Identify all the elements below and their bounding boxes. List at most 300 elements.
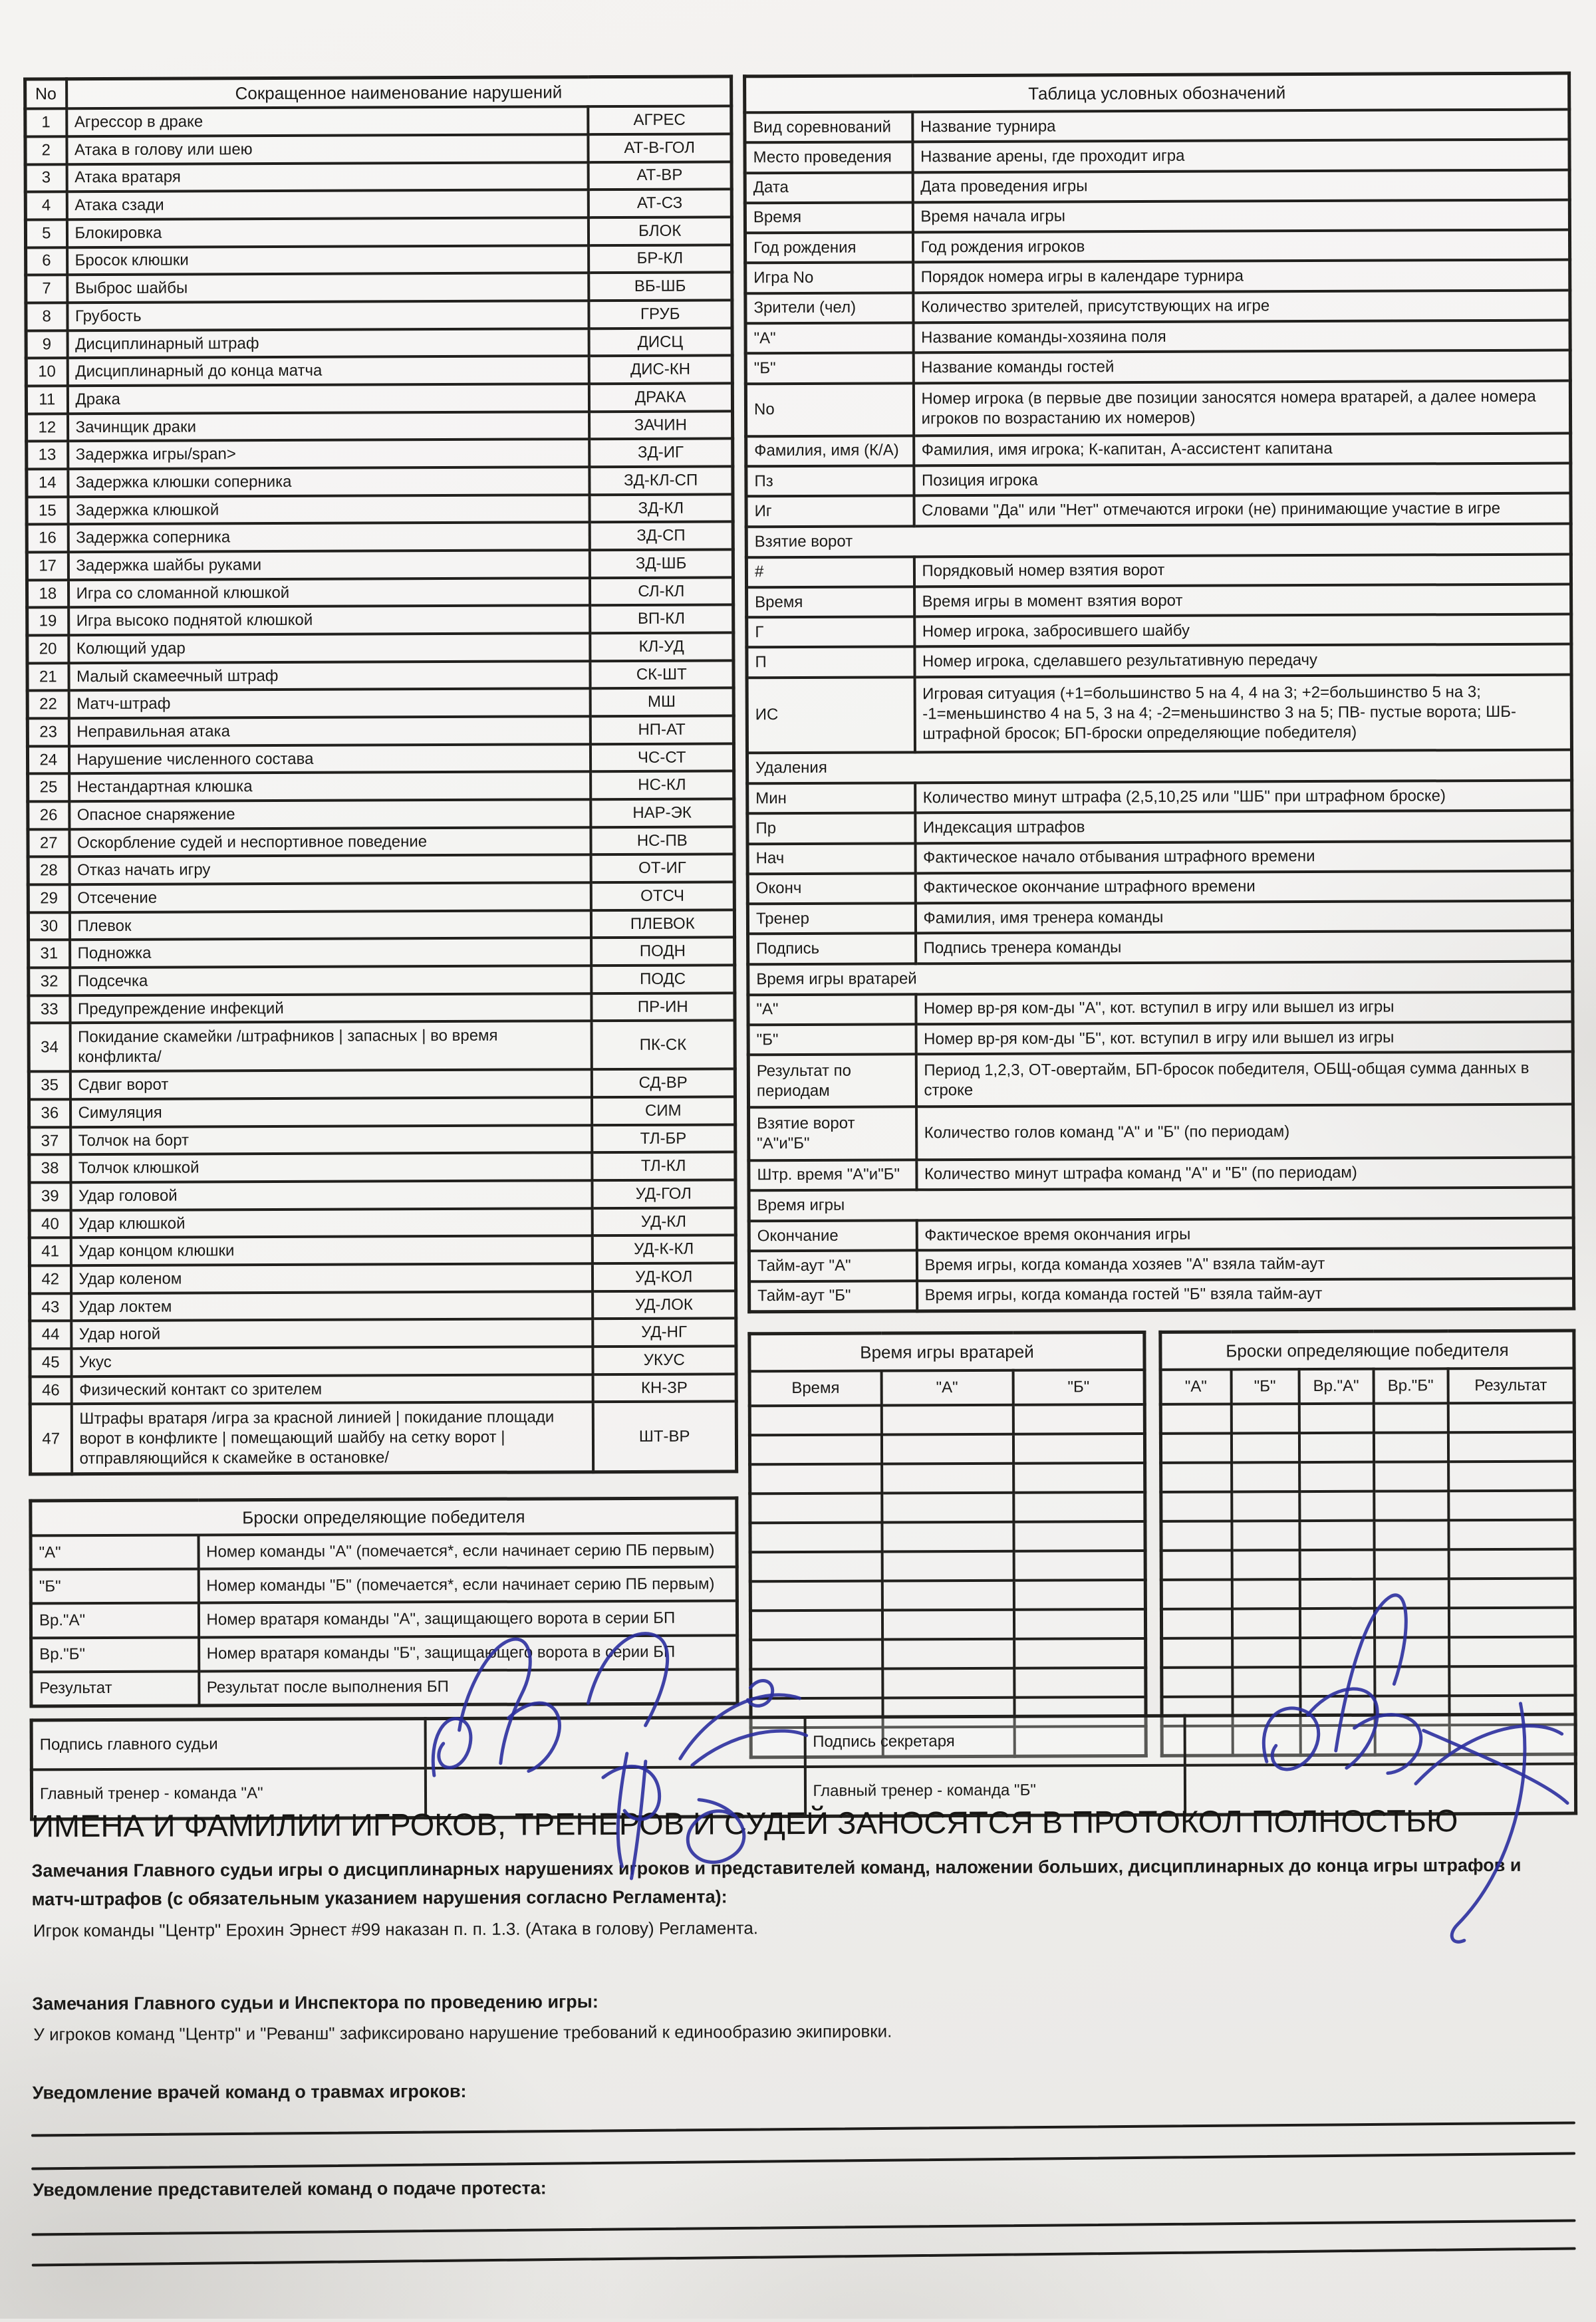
violation-row [28,910,734,940]
grid-empty-cell [1299,1433,1373,1462]
grid-empty-cell [1299,1521,1374,1550]
violation-no: 14 [27,469,68,497]
grid-empty-cell [751,1640,882,1670]
grid-empty-cell [750,1523,882,1553]
grid-empty-row [1161,1579,1575,1609]
grid-empty-cell [1299,1609,1374,1638]
grid-empty-cell [1231,1404,1299,1433]
signature-label: Главный тренер - команда "Б" [805,1765,1184,1817]
violation-abbr: УД-КОЛ [592,1263,735,1291]
grid-empty-cell [1161,1551,1232,1580]
violation-abbr: НС-ПВ [591,827,734,855]
violation-abbr: ОТ-ИГ [591,854,734,883]
legend-term: Время [745,202,912,233]
violation-no: 39 [29,1182,70,1210]
violation-abbr: ПОДН [591,938,735,966]
legend-term: ИС [747,677,914,753]
grid-empty-cell [1013,1463,1145,1493]
violation-no: 45 [30,1349,71,1376]
violation-abbr: ГРУБ [589,300,732,328]
violation-name: Атака в голову или шею [66,134,588,164]
violation-no: 15 [27,497,68,525]
violation-row [27,522,733,553]
grid-empty-row [1161,1520,1575,1551]
violations-no-header: No [25,79,66,109]
shootout-legend-desc: Номер вратаря команды "А", защищающего ворота в серии БП [198,1601,737,1637]
violation-name: Отказ начать игру [69,855,591,885]
violation-row [26,383,732,414]
violation-row [28,771,734,802]
grid-empty-cell [1232,1462,1299,1491]
legend-row [745,199,1569,233]
inspector-remarks-label: Замечания Главного судьи и Инспектора по проведению игры: [32,1992,598,2014]
grid-empty-cell [1448,1520,1575,1550]
violation-abbr: ПР-ИН [591,993,735,1021]
violation-row [29,938,735,968]
violation-abbr: УД-НГ [593,1319,736,1347]
legend-desc: Название турнира [912,110,1569,142]
violations-table-body [25,76,737,1474]
violation-abbr: ПК-СК [591,1021,735,1070]
legend-row [746,433,1571,466]
goalie-grid-body [749,1333,1146,1757]
violation-no: 9 [26,330,67,358]
violation-row [27,494,733,525]
violation-row [28,827,734,857]
violation-name: Малый скамеечный штраф [68,661,590,691]
legend-row [747,780,1572,813]
violation-name: Подножка [70,938,591,968]
shootout-legend-term: Результат [31,1671,199,1706]
violation-name: Опасное снаряжение [69,799,591,829]
violation-no: 42 [29,1265,70,1293]
legend-row [748,1021,1573,1055]
violation-name: Драка [67,384,589,414]
violation-row [29,1124,735,1155]
legend-table [743,72,1575,1314]
legend-row [745,380,1570,436]
violation-row [27,577,733,608]
violation-no: 11 [26,386,67,414]
grid-empty-cell [881,1405,1013,1435]
violation-name: Блокировка [66,217,588,247]
violation-no: 31 [29,940,70,968]
legend-desc: Фамилия, имя игрока; К-капитан, А-ассистент капитана [914,433,1571,465]
violation-name: Задержка клюшки соперника [68,467,589,497]
violation-name: Оскорбление судей и неспортивное поведение [69,827,591,857]
violation-row [30,1319,736,1349]
violation-abbr: ЧС-СТ [590,743,733,772]
grid-empty-cell [881,1434,1013,1464]
grid-empty-cell [1449,1637,1575,1667]
violation-row [29,1235,735,1266]
legend-desc: Время игры в момент взятия ворот [914,584,1571,616]
grid-empty-cell [1299,1462,1374,1491]
violation-abbr: БР-КЛ [589,245,732,273]
violation-name: Удар коленом [70,1263,592,1293]
violation-abbr: ЗД-ШБ [589,549,733,578]
grid-header-row [1160,1368,1574,1404]
violation-abbr: ДРАКА [589,383,732,412]
grid-empty-cell [882,1668,1014,1698]
blank-line [31,2152,1575,2170]
legend-row [748,1052,1573,1108]
legend-row [749,1104,1573,1160]
violation-no: 28 [28,857,69,885]
legend-term: "Б" [748,1024,916,1055]
grid-empty-cell [1160,1404,1231,1434]
violation-name: Сдвиг ворот [70,1070,591,1100]
grid-empty-row [750,1492,1145,1523]
violation-row [26,300,732,330]
violation-no: 16 [27,525,68,553]
violation-abbr: ВП-КЛ [590,605,733,634]
legend-term: П [747,647,914,678]
violation-row [28,799,734,829]
grid-empty-row [751,1668,1146,1698]
violation-row [30,1374,736,1404]
legend-row [745,321,1570,354]
legend-table-title: Таблица условных обозначений [745,73,1569,112]
grid-empty-cell [1375,1666,1449,1696]
legend-table-body [745,73,1574,1312]
violation-name: Толчок клюшкой [70,1153,592,1183]
violation-row [27,688,733,719]
violation-row [25,134,732,164]
shootout-grid-title: Броски определяющие победителя [1160,1331,1574,1370]
violation-name: Покидание скамейки /штрафников | запасных | во время конфликта/ [70,1021,591,1072]
shootout-legend-row [31,1635,737,1672]
grid-empty-cell [1013,1609,1145,1639]
grid-col-header: Вр."А" [1299,1369,1373,1404]
violation-name: Удар головой [70,1180,592,1210]
shootout-legend-title-row [31,1498,737,1536]
violation-name: Матч-штраф [68,689,590,719]
doctors-notice-label: Уведомление врачей команд о травмах игроков: [32,2081,467,2103]
violation-name: Игра высоко поднятой клюшкой [68,606,590,636]
violation-abbr: УД-ГОЛ [592,1180,735,1208]
legend-row [747,811,1572,844]
violation-row [29,993,735,1023]
violation-no: 34 [29,1023,70,1072]
violation-abbr: КЛ-УД [590,632,733,661]
shootout-legend-desc: Номер команды "А" (помечается*, если начинает серию ПБ первым) [198,1533,737,1569]
violation-no: 7 [26,275,67,303]
legend-row [746,463,1571,497]
blank-line [31,2121,1575,2136]
grid-empty-row [1162,1666,1575,1697]
violations-header-row [25,76,732,109]
legend-section-label: Взятие ворот [746,523,1571,557]
legend-term: No [745,383,913,436]
grid-empty-cell [1299,1491,1374,1521]
signature-row [31,1714,1575,1769]
legend-term: Зрители (чел) [745,293,913,323]
grid-empty-cell [882,1522,1013,1552]
grid-empty-row [751,1638,1146,1669]
violation-abbr: СЛ-КЛ [589,577,733,606]
shootout-legend-table [29,1496,739,1708]
goalie-grid-title: Время игры вратарей [749,1333,1144,1372]
grid-col-header: "Б" [1231,1369,1299,1404]
legend-desc: Номер игрока, забросившего шайбу [914,614,1571,647]
violation-abbr: КН-ЗР [593,1374,736,1402]
violation-row [26,245,732,275]
violation-name: Симуляция [70,1097,591,1127]
violation-abbr: ЗД-КЛ [589,494,733,523]
shootout-legend-term: Вр."А" [31,1603,198,1638]
grid-empty-cell [1374,1491,1448,1520]
violation-no: 5 [25,219,66,247]
legend-term: Взятие ворот "А"и"Б" [749,1107,916,1160]
grid-empty-cell [1299,1404,1373,1433]
signature-label: Подпись главного судьи [31,1719,425,1770]
violation-abbr: УД-К-КЛ [592,1235,735,1264]
violation-no: 3 [25,164,66,192]
violation-row [25,106,732,137]
violation-row [26,273,732,303]
grid-empty-cell [1013,1492,1145,1522]
grid-empty-cell [1448,1608,1575,1638]
legend-term: "Б" [745,353,913,384]
shootout-legend-desc: Результат после выполнения БП [199,1669,737,1706]
grid-empty-row [750,1580,1145,1611]
grid-empty-cell [1013,1521,1145,1551]
grid-empty-cell [1449,1666,1575,1696]
violation-abbr: ДИС-КН [589,356,732,384]
legend-desc: Время игры, когда команда хозяев "А" взяла тайм-аут [916,1248,1573,1281]
legend-desc: Словами "Да" или "Нет" отмечаются игроки (не) принимающие участие в игре [914,493,1571,526]
violation-row [29,1069,735,1100]
legend-term: Нач [747,843,915,874]
shootout-legend-term: "А" [31,1535,198,1569]
legend-row [745,350,1570,384]
violation-name: Грубость [67,301,589,330]
grid-empty-cell [1448,1462,1575,1491]
violation-abbr: УД-КЛ [592,1208,735,1236]
grid-empty-cell [1448,1579,1575,1609]
grid-empty-row [1161,1549,1575,1580]
violation-no: 38 [29,1155,70,1183]
violation-no: 13 [27,442,68,469]
violation-abbr: СК-ШТ [590,660,733,689]
grid-empty-cell [1013,1434,1144,1464]
signature-space [1184,1714,1575,1765]
violation-no: 36 [29,1099,70,1127]
violation-row [27,605,733,636]
violation-name: Укус [71,1347,593,1376]
legend-term: Иг [746,496,914,527]
grid-empty-cell [1232,1609,1299,1638]
legend-term: Пр [747,813,915,844]
violation-abbr: ОТСЧ [591,882,734,910]
violation-no: 10 [26,358,67,386]
legend-desc: Количество минут штрафа (2,5,10,25 или "ШБ" при штрафном броске) [915,780,1572,813]
shootout-legend-row [31,1567,737,1604]
violation-name: Задержка игры/span> [68,440,589,469]
grid-empty-cell [1013,1551,1145,1581]
legend-term: Вид соревнований [745,112,912,142]
violation-row [29,1096,735,1127]
grid-col-header: Результат [1448,1368,1574,1404]
grid-empty-cell [1013,1580,1145,1610]
grid-empty-cell [1299,1550,1374,1579]
legend-desc: Номер вр-ря ком-ды "Б", кот. вступил в игру или вышел из игры [916,1021,1573,1054]
violation-name: Игра со сломанной клюшкой [68,578,589,608]
violation-no: 37 [29,1127,70,1155]
violation-row [27,439,733,469]
violation-row [27,632,733,663]
violation-no: 1 [25,109,66,137]
grid-empty-cell [1374,1462,1448,1491]
shootout-grid [1158,1329,1577,1757]
grid-empty-cell [1161,1609,1232,1638]
grid-empty-cell [749,1406,881,1436]
violation-abbr: АГРЕС [588,106,732,135]
grid-empty-row [750,1521,1145,1552]
violation-no: 18 [27,580,68,608]
violation-abbr: ДИСЦ [589,328,732,356]
legend-desc: Количество зрителей, присутствующих на игре [913,290,1570,322]
shootout-legend-title: Броски определяющие победителя [31,1498,737,1536]
violation-name: Бросок клюшки [67,245,589,275]
violation-row [30,1402,736,1474]
legend-row [747,674,1571,753]
grid-empty-cell [882,1581,1013,1611]
violation-row [29,1263,735,1293]
legend-term: Пз [746,465,914,496]
violation-name: Выброс шайбы [67,273,589,303]
violation-no: 20 [27,635,68,663]
legend-row [748,991,1573,1025]
grid-empty-cell [1448,1432,1574,1462]
grid-empty-cell [749,1435,881,1465]
discipline-remarks-label: Замечания Главного судьи игры о дисциплинарных нарушениях игроков и представителей команд, наложении больших, дисциплинарных до конца игры штрафов и матч-штрафов (с обязательным указанием нарушения согласно Регламента): [31,1855,1522,1910]
grid-empty-row [1160,1403,1574,1434]
violation-abbr: ЗАЧИН [589,411,733,440]
violation-row [29,1152,735,1183]
legend-term: "А" [745,322,913,353]
violation-row [29,1021,735,1072]
violation-name: Физический контакт со зрителем [71,1374,593,1404]
legend-row [749,1157,1573,1190]
violation-abbr: ЗД-СП [589,522,733,551]
legend-section-row [749,1187,1573,1221]
shootout-legend-desc: Номер команды "Б" (помечается*, если начинает серию ПБ первым) [198,1567,737,1603]
goalie-grid-title-row [749,1333,1144,1372]
grid-empty-row [749,1404,1144,1435]
legend-desc: Название арены, где проходит игра [912,140,1569,172]
violation-no: 19 [27,608,68,636]
legend-row [746,493,1571,527]
violation-abbr: НАР-ЭК [591,799,734,827]
signature-label: Подпись секретаря [805,1716,1184,1767]
violation-no: 32 [29,968,70,995]
violation-name: Нарушение численного состава [68,744,590,774]
blank-line [32,2219,1576,2236]
violation-row [28,882,734,912]
violation-abbr: ШТ-ВР [593,1402,736,1472]
grid-empty-cell [1300,1667,1375,1696]
grid-col-header: "А" [1160,1370,1231,1404]
shootout-legend-term: "Б" [31,1569,198,1604]
legend-desc: Порядок номера игры в календаре турнира [913,260,1570,293]
shootout-grid-body [1160,1331,1576,1755]
violation-row [28,854,734,885]
violation-abbr: БЛОК [588,217,732,245]
violation-no: 30 [28,912,69,940]
violation-row [29,965,735,995]
violation-name: Дисциплинарный штраф [67,328,589,358]
grid-empty-cell [1300,1638,1375,1667]
violation-no: 6 [26,247,67,275]
violation-abbr: ЗД-ИГ [589,439,733,467]
violation-no: 35 [29,1072,70,1100]
grid-empty-cell [1232,1579,1299,1609]
violation-no: 47 [30,1404,71,1474]
violation-name: Атака сзади [66,190,588,220]
signature-label: Главный тренер - команда "А" [31,1768,425,1819]
grid-empty-cell [1160,1434,1231,1463]
grid-empty-cell [1375,1637,1449,1666]
grid-empty-row [749,1434,1144,1464]
legend-row [749,1248,1573,1281]
violation-no: 17 [27,552,68,580]
violation-abbr: СИМ [591,1096,735,1125]
legend-term: Тайм-аут "Б" [749,1281,917,1312]
legend-desc: Фактическое окончание штрафного времени [915,870,1572,903]
full-names-heading: ИМЕНА И ФАМИЛИИ ИГРОКОВ, ТРЕНЕРОВ И СУДЕЙ ЗАНОСЯТСЯ В ПРОТОКОЛ ПОЛНОСТЬЮ [31,1803,1458,1844]
legend-term: Оконч [747,873,915,904]
grid-empty-cell [1374,1549,1448,1579]
legend-row [745,110,1569,143]
shootout-grid-title-row [1160,1331,1574,1370]
legend-row [749,1218,1573,1251]
violation-row [29,1208,735,1238]
violation-row [25,217,732,247]
grid-col-header: Вр."Б" [1373,1368,1448,1403]
grid-empty-cell [1014,1638,1146,1668]
grid-empty-cell [1232,1550,1299,1579]
legend-desc: Номер игрока (в первые две позиции заносятся номера вратарей, а далее номера игроков по возрастанию их номеров) [913,380,1570,436]
legend-desc: Количество минут штрафа команд "А" и "Б" (по периодам) [916,1157,1573,1190]
grid-col-header: "Б" [1013,1370,1144,1405]
violation-no: 27 [28,829,69,857]
legend-section-row [746,523,1571,557]
grid-empty-row [1161,1608,1575,1638]
legend-term: Мин [747,783,915,813]
grid-empty-cell [750,1493,882,1523]
legend-desc: Фактическое время окончания игры [916,1218,1573,1250]
legend-row [745,260,1570,293]
violation-name: Подсечка [70,966,591,995]
grid-empty-cell [882,1610,1013,1640]
shootout-legend-row [31,1669,737,1706]
legend-row [745,290,1570,323]
legend-term: # [746,557,914,587]
violation-name: Нестандартная клюшка [69,772,591,802]
grid-empty-cell [1014,1668,1146,1698]
legend-row [748,931,1573,964]
grid-empty-row [1161,1491,1575,1521]
legend-row [745,170,1569,203]
shootout-legend-body [31,1498,737,1706]
goalie-time-grid [747,1331,1147,1759]
violation-abbr: НС-КЛ [591,771,734,800]
violation-no: 24 [27,746,68,774]
legend-term: "А" [748,994,916,1025]
grid-empty-cell [1161,1521,1232,1551]
